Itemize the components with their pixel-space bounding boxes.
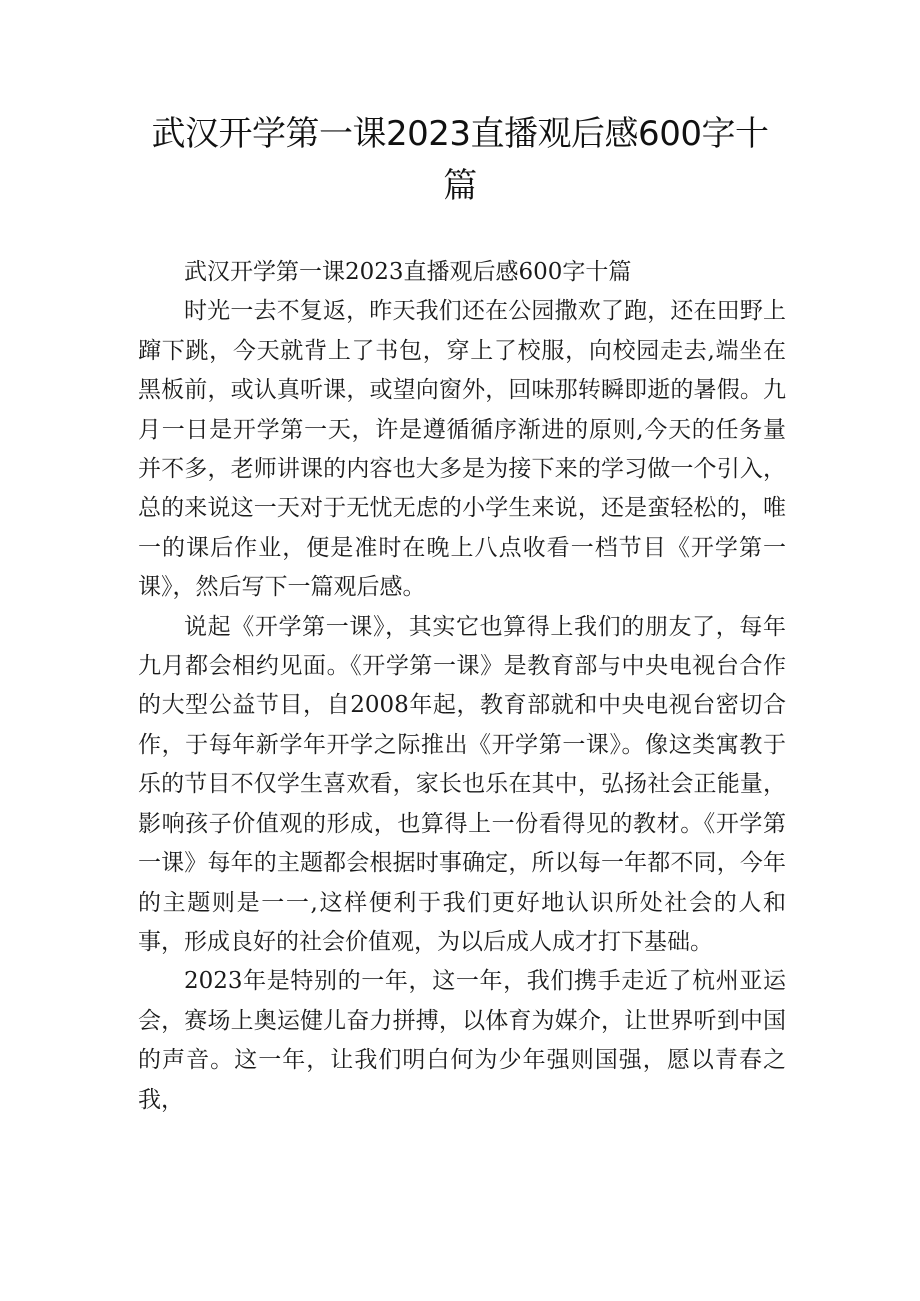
document-body <box>138 253 786 1120</box>
paragraph-1: 时光一去不复返，昨天我们还在公园撒欢了跑，还在田野上蹿下跳，今天就背上了书包，穿上了校服，向校园走去,端坐在黑板前，或认真听课，或望向窗外，回味那转瞬即逝的暑假。九月一日是开学第一天，许是遵循循序渐进的原则,今天的任务量并不多，老师讲课的内容也大多是为接下来的学习做一个引入，总的来说这一天对于无忧无虑的小学生来说，还是蛮轻松的，唯一的课后作业，便是准时在晚上八点收看一档节目《开学第一课》，然后写下一篇观后感。 <box>138 298 786 601</box>
document-title: 武汉开学第一课2023直播观后感600字十篇 <box>151 114 769 206</box>
paragraph-3: 2023年是特别的一年，这一年，我们携手走近了杭州亚运会，赛场上奥运健儿奋力拼搏，以体育为媒介，让世界听到中国的声音。这一年，让我们明白何为少年强则国强，愿以青春之我， <box>138 968 786 1113</box>
paragraph-2: 说起《开学第一课》，其实它也算得上我们的朋友了，每年九月都会相约见面。《开学第一课》是教育部与中央电视台合作的大型公益节目，自2008年起，教育部就和中央电视台密切合作，于每年新学年开学之际推出《开学第一课》。像这类寓教于乐的节目不仅学生喜欢看，家长也乐在其中，弘扬社会正能量，影响孩子价值观的形成，也算得上一份看得见的教材。《开学第一课》每年的主题都会根据时事确定，所以每一年都不同，今年的主题则是一一,这样便利于我们更好地认识所处社会的人和事，形成良好的社会价值观，为以后成人成才打下基础。 <box>138 613 786 955</box>
document-subtitle: 武汉开学第一课2023直播观后感600字十篇 <box>184 259 632 285</box>
